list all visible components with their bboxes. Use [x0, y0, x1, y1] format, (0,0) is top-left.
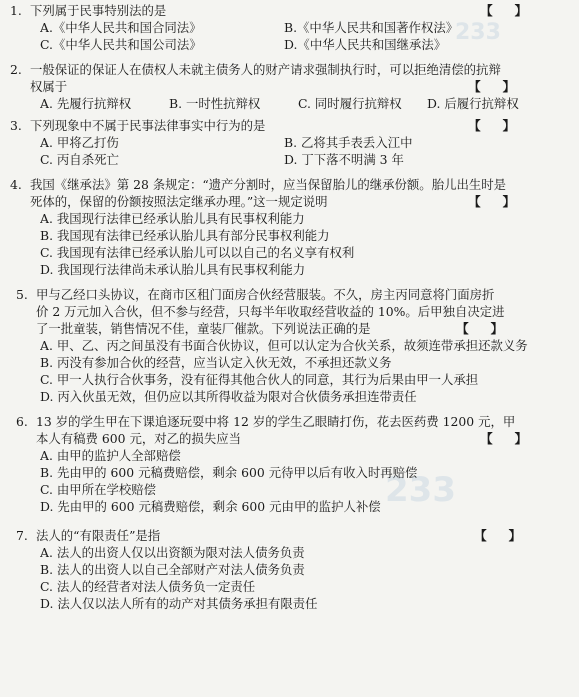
answer-bracket[interactable]: 【】	[480, 431, 549, 446]
option-c: C. 甲一人执行合伙事务，没有征得其他合伙人的同意，其行为后果由甲一人承担	[40, 372, 479, 387]
question-2	[10, 61, 571, 112]
option-d: D. 丙入伙虽无效，但仍应以其所得收益为限对合伙债务承担连带责任	[40, 389, 417, 404]
stem-line: 一般保证的保证人在债权人未就主债务人的财产请求强制执行时，可以拒绝清偿的抗辩	[30, 62, 501, 77]
option-b: B.《中华人民共和国著作权法》	[284, 20, 459, 35]
stem-line: 权属于	[30, 79, 68, 94]
option-a: A. 由甲的监护人全部赔偿	[40, 448, 181, 463]
question-1	[10, 2, 571, 53]
stem-line: 下列属于民事特别法的是	[30, 3, 167, 18]
question-stem-cont	[10, 303, 571, 320]
option-a: A. 甲将乙打伤	[40, 135, 119, 150]
question-stem	[10, 61, 571, 78]
question-number: 6.	[16, 414, 28, 429]
option-d: D. 我国现行法律尚未承认胎儿具有民事权利能力	[40, 262, 306, 277]
question-stem	[10, 286, 571, 303]
options	[10, 447, 571, 515]
answer-bracket[interactable]: 【】	[468, 194, 537, 209]
option-d: D. 丁下落不明满 3 年	[284, 152, 404, 167]
option-d: D.《中华人民共和国继承法》	[284, 37, 447, 52]
question-stem	[10, 176, 571, 193]
question-6	[10, 413, 571, 515]
stem-line: 了一批童装，销售情况不佳，童装厂催款。下列说法正确的是	[36, 321, 371, 336]
option-c: C.《中华人民共和国公司法》	[40, 37, 202, 52]
question-stem	[10, 413, 571, 430]
answer-bracket[interactable]: 【】	[480, 3, 549, 18]
option-c: C. 同时履行抗辩权	[298, 96, 402, 111]
question-number: 1.	[10, 3, 22, 18]
option-a: A. 甲、乙、丙之间虽没有书面合伙协议，但可以认定为合伙关系，故须连带承担还款义务	[40, 338, 528, 353]
question-3	[10, 117, 571, 168]
answer-bracket[interactable]: 【】	[468, 79, 537, 94]
answer-bracket[interactable]: 【】	[474, 528, 543, 543]
stem-line: 我国《继承法》第 28 条规定：“遗产分割时，应当保留胎儿的继承份额。胎儿出生时是	[30, 177, 507, 192]
question-number: 2.	[10, 62, 22, 77]
stem-line: 甲与乙经口头协议，在商市区租门面房合伙经营服装。不久，房主丙同意将门面房折	[36, 287, 495, 302]
options	[10, 337, 571, 405]
option-b: B. 乙将其手表丢入江中	[284, 135, 413, 150]
option-d: D. 先由甲的 600 元稿费赔偿，剩余 600 元由甲的监护人补偿	[40, 499, 381, 514]
options	[10, 95, 571, 112]
question-number: 4.	[10, 177, 22, 192]
answer-bracket[interactable]: 【】	[468, 118, 537, 133]
stem-line: 本人有稿费 600 元，对乙的损失应当	[36, 431, 241, 446]
option-d: D. 后履行抗辩权	[427, 96, 519, 111]
option-b: B. 法人的出资人以自己全部财产对法人债务负责	[40, 562, 305, 577]
option-b: B. 丙没有参加合伙的经营，应当认定入伙无效，不承担还款义务	[40, 355, 392, 370]
option-a: A.《中华人民共和国合同法》	[40, 20, 202, 35]
options	[10, 544, 571, 612]
stem-line: 价 2 万元加入合伙，但不参与经营，只每半年收取经营收益的 10%。后甲独自决定进	[36, 304, 505, 319]
question-5	[10, 286, 571, 405]
stem-line: 13 岁的学生甲在下课追逐玩耍中将 12 岁的学生乙眼睛打伤，花去医药费 1200 元，甲	[36, 414, 516, 429]
watermark: 233	[385, 470, 456, 510]
question-7	[10, 527, 571, 612]
options	[10, 210, 571, 278]
option-b: B. 一时性抗辩权	[169, 96, 261, 111]
option-d: D. 法人仅以法人所有的动产对其债务承担有限责任	[40, 596, 318, 611]
stem-line: 法人的“有限责任”是指	[36, 528, 161, 543]
option-a: A. 法人的出资人仅以出资额为限对法人债务负责	[40, 545, 305, 560]
option-b: B. 我国现有法律已经承认胎儿具有部分民事权利能力	[40, 228, 330, 243]
question-number: 3.	[10, 118, 22, 133]
stem-line: 死体的，保留的份额按照法定继承办理。”这一规定说明	[30, 194, 328, 209]
watermark: 233	[455, 20, 501, 45]
option-b: B. 先由甲的 600 元稿费赔偿，剩余 600 元待甲以后有收入时再赔偿	[40, 465, 418, 480]
option-c: C. 我国现有法律已经承认胎儿可以以自己的名义享有权利	[40, 245, 355, 260]
question-number: 7.	[16, 528, 28, 543]
option-c: C. 由甲所在学校赔偿	[40, 482, 157, 497]
option-c: C. 丙自杀死亡	[40, 152, 119, 167]
option-a: A. 先履行抗辩权	[40, 96, 132, 111]
option-a: A. 我国现行法律已经承认胎儿具有民事权利能力	[40, 211, 305, 226]
stem-line: 下列现象中不属于民事法律事实中行为的是	[30, 118, 266, 133]
options	[10, 19, 571, 53]
options	[10, 134, 571, 168]
question-number: 5.	[16, 287, 28, 302]
question-4	[10, 176, 571, 278]
option-c: C. 法人的经营者对法人债务负一定责任	[40, 579, 256, 594]
answer-bracket[interactable]: 【】	[456, 321, 525, 336]
